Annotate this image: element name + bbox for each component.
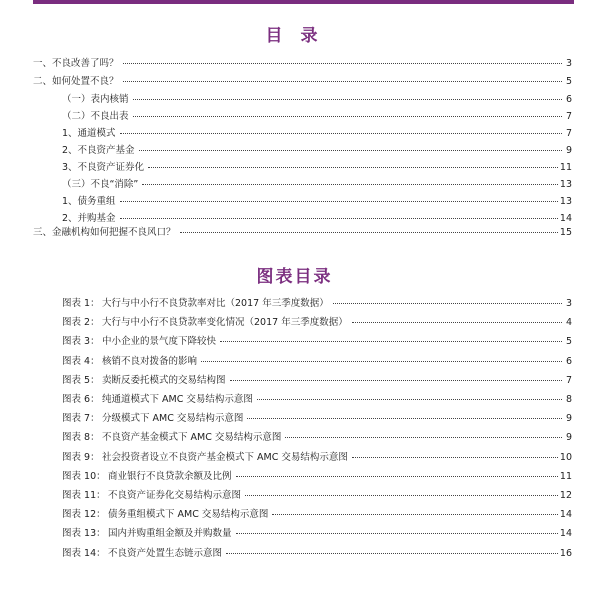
toc-entry[interactable] [62,196,572,208]
figure-entry-label [62,375,228,387]
dot-leader [120,133,562,134]
figure-entry-caption: 大行与中小行不良贷款率变化情况（2017 年三季度数据） [102,317,348,328]
toc-entry[interactable] [33,76,572,88]
figure-entry-caption: 不良资产证券化交易结构示意图 [108,490,242,501]
toc-entry-label: （一）表内核销 [62,94,129,105]
figure-entry[interactable] [62,317,572,329]
figure-entry-caption: 国内并购重组金额及并购数量 [108,528,232,539]
figure-entry[interactable] [62,336,572,348]
figure-entry[interactable] [62,298,572,310]
figure-entry-caption: 中小企业的景气度下降较快 [102,336,217,347]
dot-leader [139,150,562,151]
figure-entry-number: 图表 10： [62,471,106,482]
figure-entry-page: 6 [565,356,572,367]
figure-entry-label [62,528,234,540]
dot-leader [123,63,562,64]
figure-entry-label [62,356,199,368]
figure-entry-page: 14 [559,509,572,520]
toc-entry-label: 3、不良资产证券化 [62,162,145,173]
toc-entry-page: 3 [565,58,572,69]
figure-entry-page: 10 [559,452,572,463]
figure-entry-label [62,317,350,329]
figure-entry[interactable] [62,413,572,425]
dot-leader [226,553,558,554]
figure-entry-caption: 核销不良对拨备的影响 [102,356,198,367]
figure-entry[interactable] [62,394,572,406]
toc-entry-page: 14 [559,213,572,224]
toc-entry[interactable] [62,128,572,140]
figure-entry-caption: 大行与中小行不良贷款率对比（2017 年三季度数据） [102,298,329,309]
dot-leader [247,418,562,419]
dot-leader [120,201,558,202]
toc-entry-label: 三、金融机构如何把握不良风口？ [33,227,176,238]
toc-entry-page: 11 [559,162,572,173]
figure-entry-page: 11 [559,471,572,482]
figure-entry-label [62,509,270,521]
toc-entry-page: 6 [565,94,572,105]
figure-entry-page: 8 [565,394,572,405]
toc-entry[interactable] [62,213,572,225]
figure-entry-label [62,548,224,560]
figure-entry[interactable] [62,490,572,502]
figure-entry-page: 5 [565,336,572,347]
dot-leader [123,81,562,82]
figure-entry-number: 图表 8： [62,432,100,443]
toc-entry-page: 9 [565,145,572,156]
dot-leader [236,533,558,534]
dot-leader [352,457,558,458]
toc-entry[interactable] [62,145,572,157]
toc-title: 目 录 [265,26,324,46]
toc-entry-label: 2、不良资产基金 [62,145,135,156]
figure-entry-label [62,298,331,310]
figure-entry-page: 4 [565,317,572,328]
figure-entry[interactable] [62,548,572,560]
figure-entry-page: 12 [559,490,572,501]
figure-entry-label [62,471,234,483]
figure-entry-page: 16 [559,548,572,559]
dot-leader [133,116,562,117]
dot-leader [220,341,562,342]
toc-entry-page: 13 [559,179,572,190]
dot-leader [272,514,558,515]
figure-entry-label [62,336,218,348]
dot-leader [245,495,558,496]
toc-entry[interactable] [62,111,572,123]
dot-leader [236,476,558,477]
figure-entry-page: 9 [565,413,572,424]
toc-entry-page: 13 [559,196,572,207]
figure-entry[interactable] [62,375,572,387]
figure-entry-caption: 商业银行不良贷款余额及比例 [108,471,232,482]
figure-entry-label [62,452,350,464]
toc-entry-label: （三）不良“消除” [62,179,139,190]
figure-entry-caption: 不良资产处置生态链示意图 [108,548,223,559]
toc-entry-page: 7 [565,128,572,139]
figure-entry[interactable] [62,432,572,444]
figure-entry-caption: 社会投资者设立不良资产基金模式下 AMC 交易结构示意图 [102,452,348,463]
toc-entry-label: 2、并购基金 [62,213,116,224]
figure-entry-label [62,432,283,444]
toc-entry[interactable] [33,227,572,239]
toc-entry[interactable] [62,162,572,174]
toc-entry-page: 15 [559,227,572,238]
figure-entry-number: 图表 7： [62,413,100,424]
toc-entry-label: 1、债务重组 [62,196,116,207]
dot-leader [230,380,562,381]
figure-entry-number: 图表 14： [62,548,106,559]
toc-entry-label: 二、如何处置不良？ [33,76,119,87]
toc-entry-label: 一、不良改善了吗？ [33,58,119,69]
figure-list-title: 图表目录 [256,267,333,287]
figure-entry-page: 7 [565,375,572,386]
figure-entry-page: 3 [565,298,572,309]
dot-leader [120,218,558,219]
figure-entry-number: 图表 4： [62,356,100,367]
dot-leader [148,167,558,168]
figure-entry-number: 图表 13： [62,528,106,539]
toc-entry-page: 7 [565,111,572,122]
dot-leader [142,184,558,185]
toc-entry-label: 1、通道模式 [62,128,116,139]
figure-entry-number: 图表 3： [62,336,100,347]
figure-entry-number: 图表 12： [62,509,106,520]
toc-entry-page: 5 [565,76,572,87]
toc-entry[interactable] [33,58,572,70]
dot-leader [180,232,558,233]
toc-entry-label: （二）不良出表 [62,111,129,122]
figure-entry-caption: 债务重组模式下 AMC 交易结构示意图 [108,509,269,520]
figure-entry[interactable] [62,356,572,368]
dot-leader [133,99,562,100]
figure-entry-caption: 分级模式下 AMC 交易结构示意图 [102,413,244,424]
figure-entry-number: 图表 1： [62,298,100,309]
dot-leader [333,303,562,304]
dot-leader [201,361,562,362]
figure-entry[interactable] [62,452,572,464]
figure-entry-number: 图表 11： [62,490,106,501]
figure-entry-caption: 纯通道模式下 AMC 交易结构示意图 [102,394,253,405]
figure-entry-number: 图表 9： [62,452,100,463]
figure-entry-number: 图表 6： [62,394,100,405]
figure-entry-page: 14 [559,528,572,539]
figure-entry-caption: 不良资产基金模式下 AMC 交易结构示意图 [102,432,282,443]
dot-leader [285,437,562,438]
dot-leader [257,399,562,400]
figure-entry-label [62,394,255,406]
figure-entry-number: 图表 2： [62,317,100,328]
dot-leader [352,322,562,323]
figure-entry-caption: 卖断反委托模式的交易结构图 [102,375,226,386]
figure-entry-page: 9 [565,432,572,443]
figure-entry[interactable] [62,471,572,483]
toc-entry[interactable] [62,94,572,106]
figure-entry[interactable] [62,509,572,521]
figure-entry-label [62,490,243,502]
figure-entry-number: 图表 5： [62,375,100,386]
figure-entry[interactable] [62,528,572,540]
figure-entry-label [62,413,245,425]
toc-entry[interactable] [62,179,572,191]
top-accent-bar [33,0,574,4]
